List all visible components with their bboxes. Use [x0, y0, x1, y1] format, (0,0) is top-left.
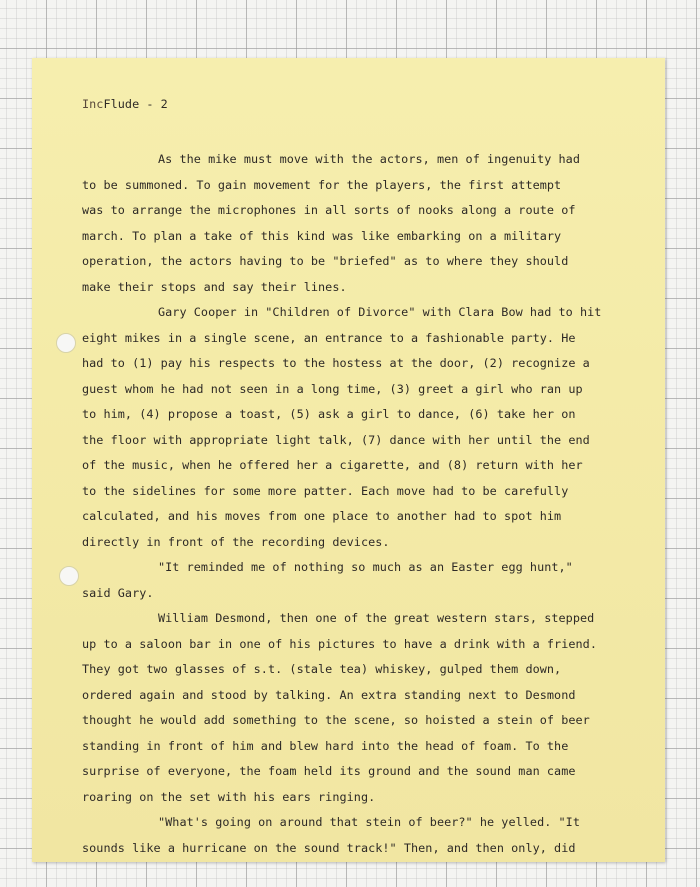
- page-header: [82, 95, 652, 113]
- text-line: of the music, when he offered her a cigarette, and (8) return with her: [82, 458, 583, 472]
- punch-hole: [56, 333, 76, 353]
- text-line: sounds like a hurricane on the sound track!" Then, and then only, did: [82, 840, 576, 855]
- text-line: march. To plan a take of this kind was like embarking on a military: [82, 228, 562, 243]
- header-title: Flude - 2: [103, 97, 168, 111]
- text-line: "It reminded me of nothing so much as an Easter egg hunt,": [158, 560, 573, 574]
- text-line: was to arrange the microphones in all sorts of nooks along a route of: [82, 203, 576, 217]
- punch-hole: [59, 566, 79, 586]
- text-line: to him, (4) propose a toast, (5) ask a girl to dance, (6) take her on: [82, 407, 576, 421]
- text-line: eight mikes in a single scene, an entrance to a fashionable party. He: [82, 330, 576, 345]
- text-line: up to a saloon bar in one of his pictures to have a drink with a friend.: [82, 636, 597, 651]
- text-line: roaring on the set with his ears ringing.: [82, 789, 376, 804]
- text-line: calculated, and his moves from one place to another had to spot him: [82, 509, 562, 523]
- text-line: guest whom he had not seen in a long time, (3) greet a girl who ran up: [82, 381, 583, 396]
- text-line: standing in front of him and blew hard into the head of foam. To the: [82, 738, 569, 753]
- text-line: operation, the actors having to be "briefed" as to where they should: [82, 254, 569, 268]
- text-line: to be summoned. To gain movement for the players, the first attempt: [82, 177, 562, 192]
- header-mark: Inc: [82, 97, 104, 111]
- text-line: thought he would add something to the scene, so hoisted a stein of beer: [82, 713, 590, 727]
- text-line: had to (1) pay his respects to the hostess at the door, (2) recognize a: [82, 356, 590, 370]
- text-line: "What's going on around that stein of beer?" he yelled. "It: [158, 815, 580, 829]
- text-line: surprise of everyone, the foam held its ground and the sound man came: [82, 764, 576, 778]
- text-line: make their stops and say their lines.: [82, 279, 347, 294]
- page-body: [82, 95, 652, 861]
- text-line: As the mike must move with the actors, men of ingenuity had: [158, 152, 580, 166]
- text-line: to the sidelines for some more patter. Each move had to be carefully: [82, 483, 569, 498]
- text-line: the floor with appropriate light talk, (7) dance with her until the end: [82, 432, 590, 447]
- text-line: Gary Cooper in "Children of Divorce" with Clara Bow had to hit: [158, 305, 602, 319]
- text-line: They got two glasses of s.t. (stale tea) whiskey, gulped them down,: [82, 662, 562, 676]
- text-line: William Desmond, then one of the great western stars, stepped: [158, 611, 595, 625]
- text-line: said Gary.: [82, 585, 154, 600]
- text-line: ordered again and stood by talking. An extra standing next to Desmond: [82, 687, 576, 702]
- typewritten-page: [32, 58, 665, 862]
- text-line: directly in front of the recording devices.: [82, 534, 390, 549]
